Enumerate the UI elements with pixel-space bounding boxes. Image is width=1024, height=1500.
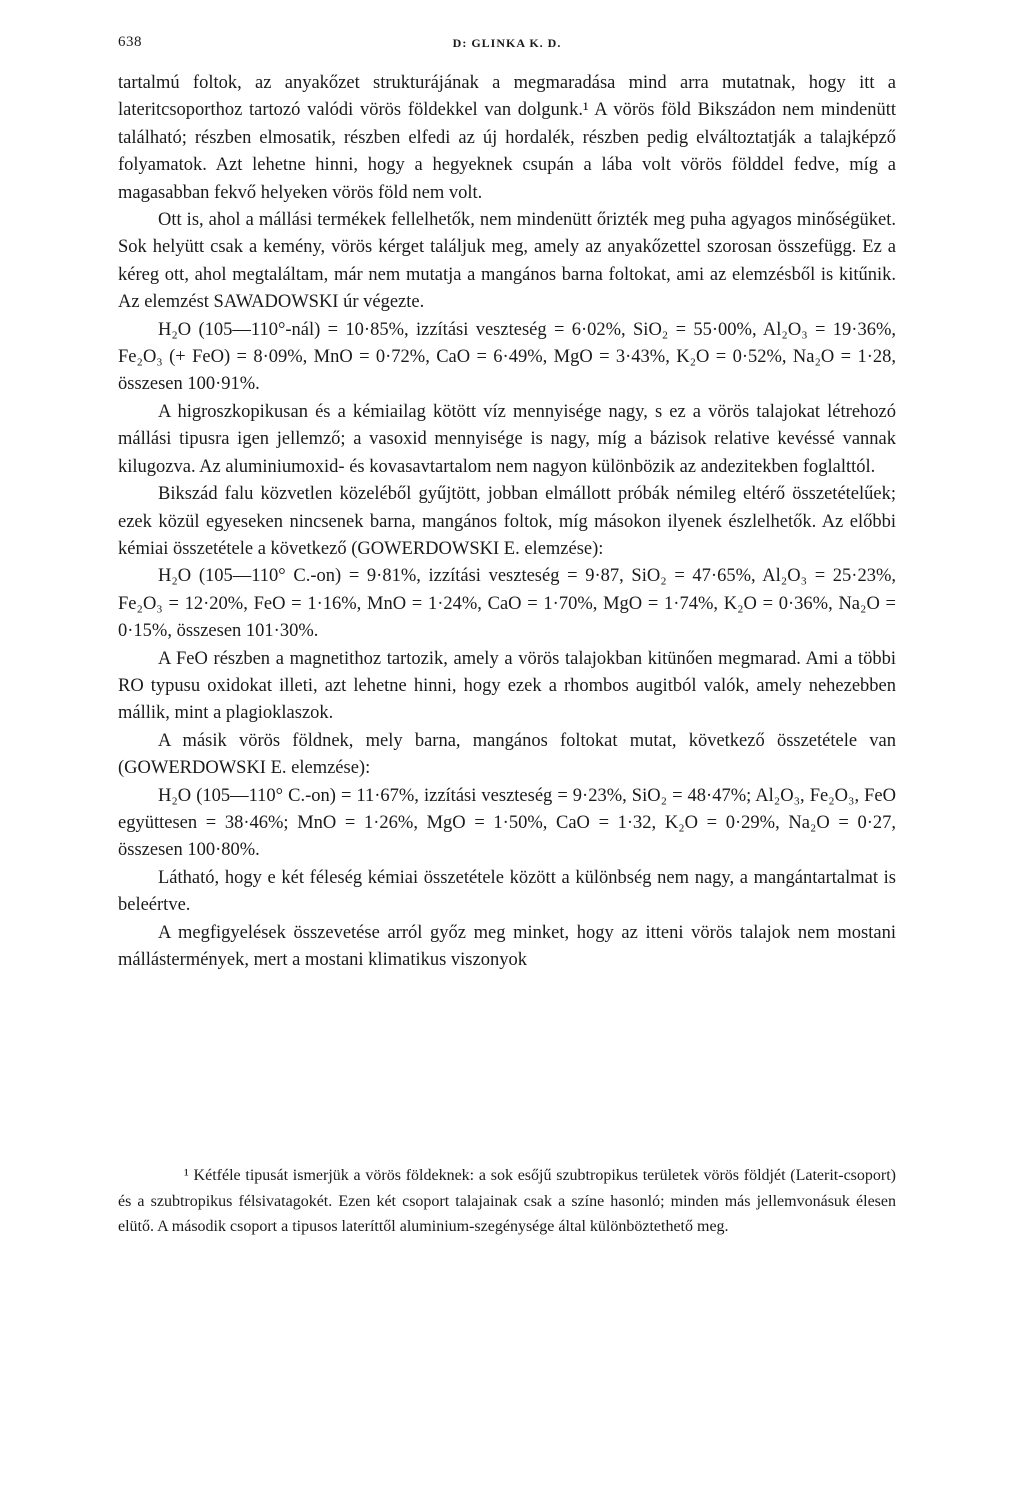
paragraph: Ott is, ahol a mállási termékek fellelhetők, nem mindenütt őrizték meg puha agyagos minőségüket. Sok helyütt csak a kemény, vörös kérget találjuk meg, amely az anyakőzettel szorosan összefügg. Ez a kéreg ott, ahol megtaláltam, már nem mutatja a mangános barna foltokat, ami az elemzésből is kitűnik. Az elemzést SAWADOWSKI úr végezte. (118, 210, 896, 313)
analysis-formula: H₂O (105—110° C.-on) = 9·81%, izzítási veszteség = 9·87, SiO₂ = 47·65%, Al₂O₃ = 25·23%, Fe₂O₃ = 12·20%, FeO = 1·16%, MnO = 1·24%, CaO = 1·70%, MgO = 1·74%, K₂O = 0·36%, Na₂O = 0·15%, összesen 101·30%. (118, 566, 896, 642)
footnote: ¹ Kétféle tipusát ismerjük a vörös földeknek: a sok esőjű szubtropikus területek vörös földjét (Laterit-csoport) és a szubtropikus félsivatagokét. Ezen két csoport talajainak csak a színe hasonló; minden más jellemvonásuk élesen elütő. A második csoport a tipusos lateríttől aluminium-szegénysége által különböztethető meg. (118, 1167, 896, 1236)
page-number: 638 (118, 34, 142, 50)
analysis-formula: H₂O (105—110°-nál) = 10·85%, izzítási veszteség = 6·02%, SiO₂ = 55·00%, Al₂O₃ = 19·36%, Fe₂O₃ (+ FeO) = 8·09%, MnO = 0·72%, CaO = 6·49%, MgO = 3·43%, K₂O = 0·52%, Na₂O = 1·28, összesen 100·91%. (118, 319, 896, 395)
paragraph: Bikszád falu közvetlen közeléből gyűjtött, jobban elmállott próbák némileg eltérő összetételűek; ezek közül egyeseken nincsenek barna, mangános foltok, míg másokon ilyenek észlelhetők. Az előbbi kémiai összetétele a következő (GOWERDOWSKI E. elemzése): (118, 484, 896, 559)
running-title: D: GLINKA K. D. (452, 36, 562, 50)
body-text (118, 70, 896, 974)
paragraph: A másik vörös földnek, mely barna, mangános foltokat mutat, következő összetétele van (GOWERDOWSKI E. elemzése): (118, 730, 896, 779)
footnotes (118, 1163, 896, 1240)
paragraph: A higroszkopikusan és a kémiailag kötött víz mennyisége nagy, s ez a vörös talajokat létrehozó mállási tipusra igen jellemző; a vasoxid mennyisége is nagy, míg a bázisok relative kevéssé vannak kilugozva. Az aluminiumoxid- és kovasavtartalom nem nagyon különbözik az andezitekben foglalttól. (118, 401, 896, 477)
paragraph: A FeO részben a magnetithoz tartozik, amely a vörös talajokban kitünően megmarad. Ami a többi RO typusu oxidokat illeti, azt lehetne hinni, hogy ezek a rhombos augitból valók, amely nehezebben mállik, mint a plagioklaszok. (118, 648, 896, 724)
page (118, 28, 896, 974)
analysis-formula: H₂O (105—110° C.-on) = 11·67%, izzítási veszteség = 9·23%, SiO₂ = 48·47%; Al₂O₃, Fe₂O₃, FeO együttesen = 38·46%; MnO = 1·26%, MgO = 1·50%, CaO = 1·32, K₂O = 0·29%, Na₂O = 0·27, összesen 100·80%. (118, 785, 896, 861)
paragraph: A megfigyelések összevetése arról győz meg minket, hogy az itteni vörös talajok nem mostani mállástermények, mert a mostani klimatikus viszonyok (118, 922, 896, 970)
paragraph: Látható, hogy e két féleség kémiai összetétele között a különbség nem nagy, a mangántartalmat is beleértve. (118, 867, 896, 916)
paragraph: tartalmú foltok, az anyakőzet strukturájának a megmaradása mind arra mutatnak, hogy itt a lateritcsoporthoz tartozó valódi vörös földekkel van dolgunk.¹ A vörös föld Bikszádon nem mindenütt található; részben elmosatik, részben elfedi az új hordalék, részben pedig elváltoztatják a talajképző folyamatok. Azt lehetne hinni, hogy a hegyeknek csupán a lába volt vörös földdel fedve, míg a magasabban fekvő helyeken vörös föld nem volt. (118, 73, 896, 203)
running-header (118, 28, 896, 58)
